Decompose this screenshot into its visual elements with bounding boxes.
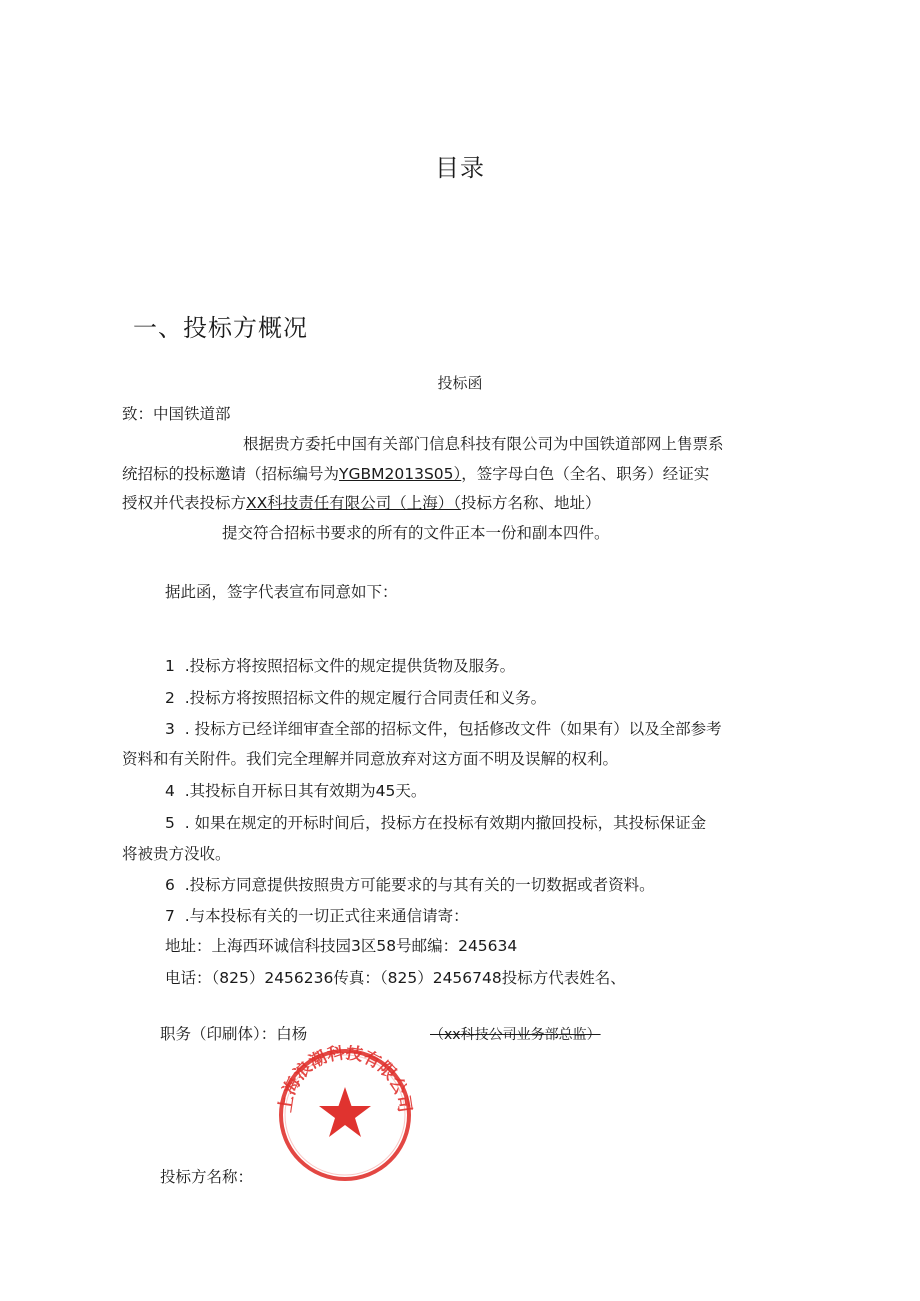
item-text: .投标方将按照招标文件的规定履行合同责任和义务。 [184,689,547,707]
list-item [165,904,469,926]
intro-line-3-a: 授权并代表投标方 [122,494,247,512]
intro-line-2-b: ，签字母白色（全名、职务）经证实 [461,465,710,483]
intro-line-1: 根据贵方委托中国有关部门信息科技有限公司为中国铁道部网上售票系 [243,435,724,453]
item-text: .其投标自开标日其有效期为45天。 [184,782,427,800]
list-item [165,654,515,676]
intro-line-2-a: 统招标的投标邀请（招标编号为 [122,465,340,483]
bidder-label: 投标方名称： [160,1168,254,1186]
item-number: 1 [165,657,175,675]
item-number: 7 [165,907,175,925]
seal-text: 上海浪潮科技有限公司 [275,1045,415,1114]
list-item [165,873,655,895]
list-item [165,811,706,833]
intro-line-3-b: 投标方名称、地址） [461,494,601,512]
intro-line-3 [122,491,601,513]
item-number: 5 [165,814,175,832]
item-text: . 如果在规定的开标时间后，投标方在投标有效期内撤回投标，其投标保证金 [184,814,707,832]
seal-graphic [270,1045,420,1185]
contact-phone: 电话：（825）2456236传真：（825）2456748投标方代表姓名、 [165,969,626,987]
contact-address: 地址：上海西环诚信科技园3区58号邮编：245634 [165,937,518,955]
item-text: .与本投标有关的一切正式往来通信请寄： [184,907,469,925]
letter-recipient: 致：中国铁道部 [122,405,231,423]
item-text: .投标方同意提供按照贵方可能要求的与其有关的一切数据或者资料。 [184,876,655,894]
list-item-continuation: 资料和有关附件。我们完全理解并同意放弃对这方面不明及误解的权利。 [122,750,619,768]
item-number: 4 [165,782,175,800]
letter-title: 投标函 [437,374,483,392]
position-struck: （xx科技公司业务部总监） [430,1027,601,1043]
declaration: 据此函，签字代表宣布同意如下： [165,583,398,601]
seal-star-icon [319,1087,371,1137]
intro-line-4: 提交符合招标书要求的所有的文件正本一份和副本四件。 [222,524,610,542]
position-label: 职务（印刷体）：白杨 [160,1025,308,1043]
list-item [165,717,722,739]
bidder-name: XX科技责任有限公司（上海）（ [246,494,462,512]
item-text: . 投标方已经详细审查全部的招标文件，包括修改文件（如果有）以及全部参考 [184,720,722,738]
list-item [165,779,426,801]
list-item-continuation: 将被贵方没收。 [122,845,231,863]
intro-line-2 [122,462,709,484]
item-text: .投标方将按照招标文件的规定提供货物及服务。 [184,657,516,675]
toc-title: 目录 [435,154,485,182]
item-number: 2 [165,689,175,707]
bid-number: YGBM2013S05） [339,465,462,483]
item-number: 6 [165,876,175,894]
section-title: 一、投标方概况 [133,314,308,342]
item-number: 3 [165,720,175,738]
company-seal [270,1045,420,1185]
list-item [165,686,546,708]
